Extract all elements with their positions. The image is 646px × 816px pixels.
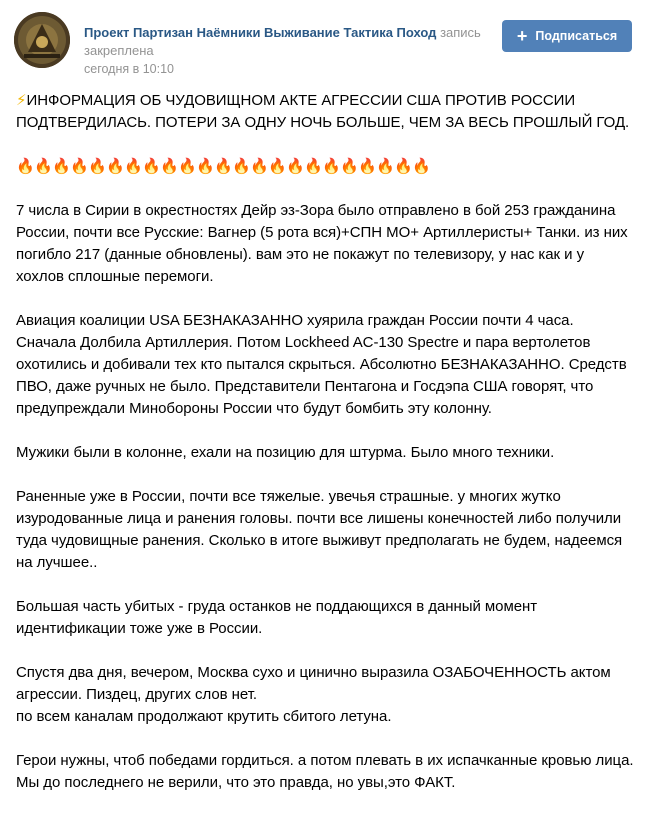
fire-icon: 🔥 — [232, 158, 251, 175]
fire-icon: 🔥 — [322, 158, 341, 175]
fire-icon: 🔥 — [268, 158, 287, 175]
fire-icon: 🔥 — [178, 158, 197, 175]
paragraph-6-line-2: по всем каналам продолжают крутить сбитого летуна. — [16, 708, 392, 725]
post-header — [14, 12, 632, 76]
fire-icon: 🔥 — [142, 158, 161, 175]
paragraph-5: Большая часть убитых - груда останков не поддающихся в данный момент идентификации тоже уже в России. — [16, 598, 538, 637]
fire-icon: 🔥 — [70, 158, 89, 175]
fire-icon: 🔥 — [124, 158, 143, 175]
fire-icon: 🔥 — [412, 158, 431, 175]
post-meta — [84, 24, 484, 78]
lightning-icon: ⚡ — [16, 92, 27, 109]
group-name-link[interactable]: Проект Партизан Наёмники Выживание Тактика Поход — [84, 25, 437, 40]
fire-icon: 🔥 — [358, 158, 377, 175]
fire-icon: 🔥 — [106, 158, 125, 175]
paragraph-3: Мужики были в колонне, ехали на позицию для штурма. Было много техники. — [16, 444, 555, 461]
pinned-label: запись закреплена — [84, 25, 481, 58]
headline-line-1: ИНФОРМАЦИЯ ОБ ЧУДОВИЩНОМ АКТЕ АГРЕССИИ США ПРОТИВ РОССИИ — [26, 92, 576, 109]
fire-icon: 🔥 — [214, 158, 233, 175]
paragraph-6-line-1: Спустя два дня, вечером, Москва сухо и цинично выразила ОЗАБОЧЕННОСТЬ актом агрессии. Пиздец, других слов нет. — [16, 664, 611, 703]
fire-icon: 🔥 — [34, 158, 53, 175]
post-date[interactable]: сегодня в 10:10 — [84, 62, 174, 76]
fire-icon: 🔥 — [88, 158, 107, 175]
post-headline — [16, 90, 636, 134]
post-text — [16, 90, 636, 816]
paragraph-2: Авиация коалиции USA БЕЗНАКАЗАННО хуярила граждан России почти 4 часа. Сначала Долбила Артиллерия. Потом Lockheed AC-130 Spectre и пара вертолетов охотились и добивали тех кто пытался скрыться. Абсолютно БЕЗНАКАЗАННО. Средств ПВО, даже ручных не было. Представители Пентагона и Госдэпа США говорят, что предупреждали Минобороны России что будут бомбить эту колонну. — [16, 312, 627, 417]
subscribe-button[interactable] — [502, 20, 632, 52]
fire-icon: 🔥 — [250, 158, 269, 175]
fire-icon: 🔥 — [196, 158, 215, 175]
headline-line-2: ПОДТВЕРДИЛАСЬ. ПОТЕРИ ЗА ОДНУ НОЧЬ БОЛЬШЕ, ЧЕМ ЗА ВЕСЬ ПРОШЛЫЙ ГОД. — [16, 114, 630, 131]
subscribe-label: Подписаться — [535, 29, 618, 43]
group-avatar-icon[interactable] — [14, 12, 70, 68]
plus-icon: + — [516, 26, 528, 46]
fire-icon: 🔥 — [286, 158, 305, 175]
fire-emoji-row — [16, 156, 636, 178]
fire-icon: 🔥 — [340, 158, 359, 175]
fire-icon: 🔥 — [304, 158, 323, 175]
paragraph-6 — [16, 662, 636, 728]
fire-icon: 🔥 — [52, 158, 71, 175]
paragraph-7: Герои нужны, чтоб победами гордиться. а потом плевать в их испачканные кровью лица. Мы до последнего не верили, что это правда, но увы,это ФАКТ. — [16, 752, 634, 791]
fire-icon: 🔥 — [16, 158, 35, 175]
paragraph-4: Раненные уже в России, почти все тяжелые. увечья страшные. у многих жутко изуродованные лица и ранения головы. почти все лишены конечностей либо получили туда чудовищные ранения. Сколько в итоге выживут предполагать не будем, надеемся на лучшее.. — [16, 488, 623, 571]
fire-icon: 🔥 — [160, 158, 179, 175]
fire-icon: 🔥 — [394, 158, 413, 175]
paragraph-1: 7 числа в Сирии в окрестностях Дейр эз-Зора было отправлено в бой 253 гражданина России, почти все Русские: Вагнер (5 рота вся)+СПН МО+ Артиллеристы+ Танки. из них погибло 217 (данные обновлены). вам это не покажут по телевизору, у нас как и у хохлов сплошные перемоги. — [16, 202, 628, 285]
avatar-image — [14, 12, 70, 68]
fire-icon: 🔥 — [376, 158, 395, 175]
